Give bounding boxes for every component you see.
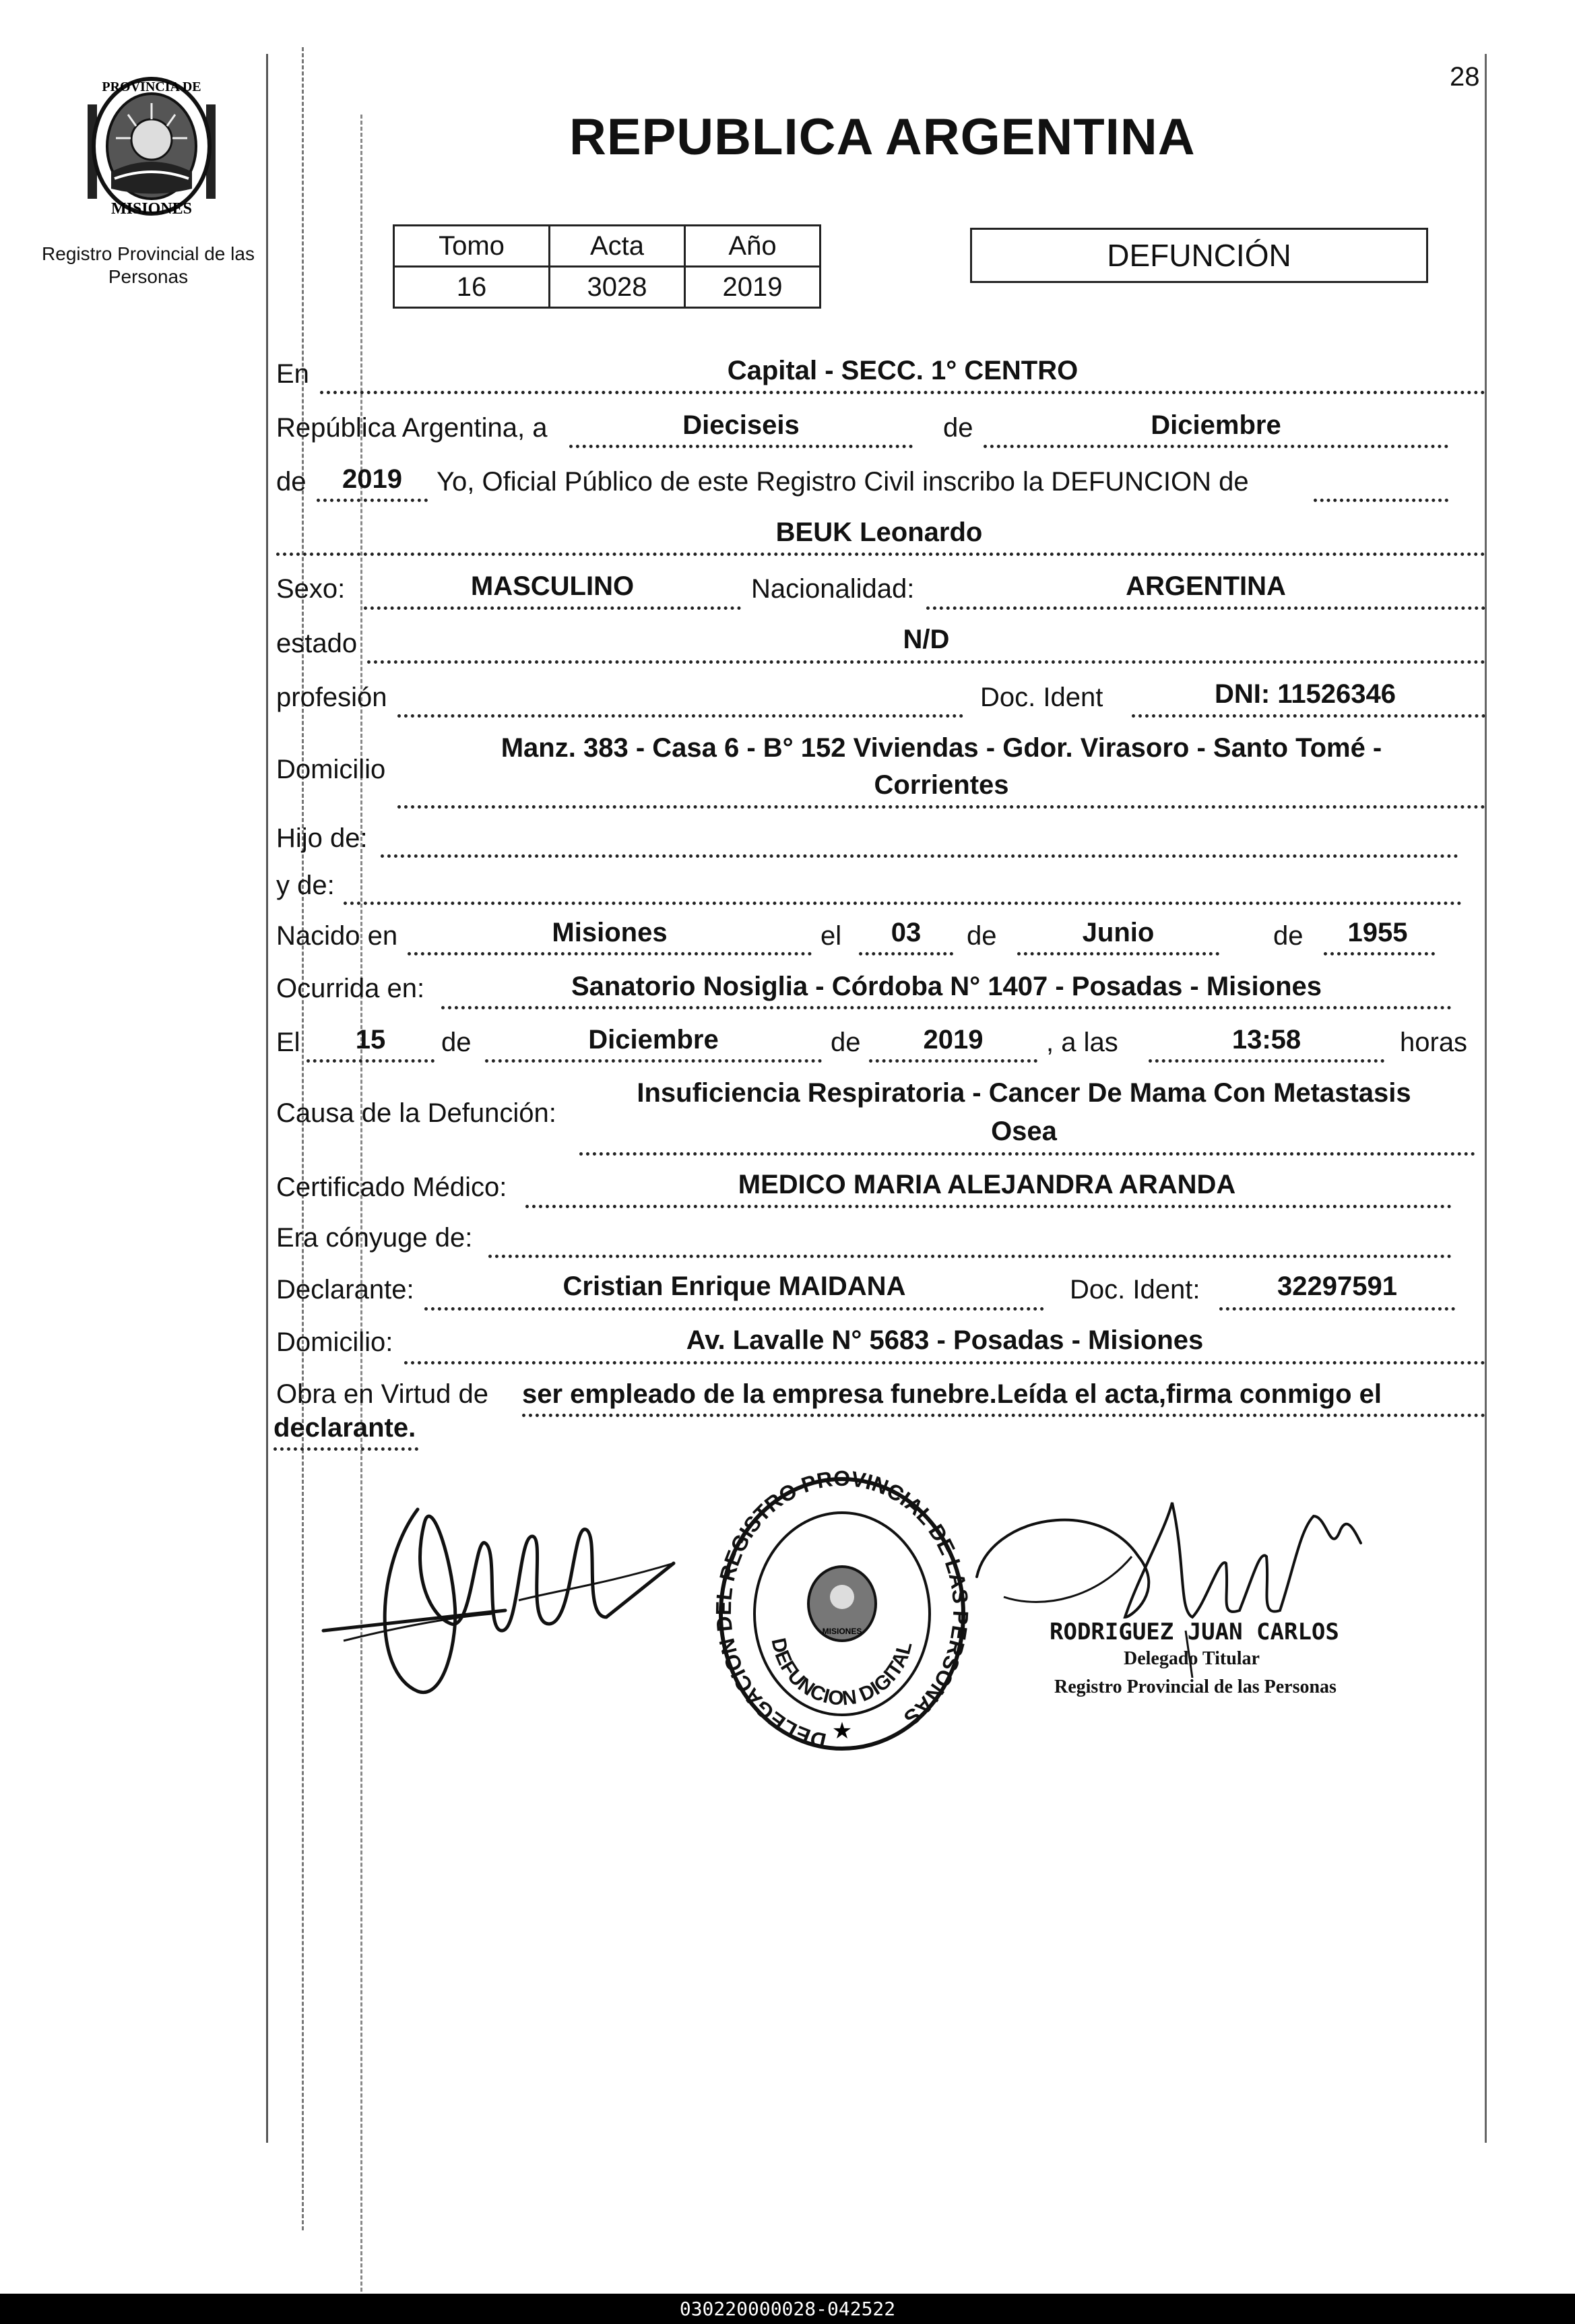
registry-logo — [74, 64, 229, 222]
page-title: REPUBLICA ARGENTINA — [569, 108, 1196, 166]
month-dotline — [984, 445, 1448, 448]
page-number: 28 — [1450, 62, 1480, 92]
ocurrida-value: Sanatorio Nosiglia - Córdoba N° 1407 - Posadas - Misiones — [571, 972, 1322, 1001]
death-day-dotline — [307, 1059, 435, 1063]
acta-header: Acta — [550, 226, 685, 267]
causa-dotline — [579, 1152, 1475, 1156]
el-label: el — [821, 921, 842, 951]
alas-label: , a las — [1046, 1028, 1118, 1057]
de-label-4: de — [1273, 921, 1304, 951]
yde-dotline — [344, 902, 1462, 905]
birth-year-dotline — [1324, 952, 1435, 955]
death-year-dotline — [869, 1059, 1037, 1063]
certificado-dotline — [525, 1205, 1452, 1208]
doc-dotline — [1132, 714, 1485, 718]
estado-value: N/D — [903, 625, 950, 654]
birth-year: 1955 — [1347, 918, 1408, 947]
de-label-6: de — [831, 1028, 861, 1057]
name-dotline — [276, 553, 1485, 556]
official-office: Registro Provincial de las Personas — [1054, 1676, 1337, 1697]
anio-header: Año — [685, 226, 821, 267]
death-time: 13:58 — [1231, 1025, 1301, 1055]
domicilio2-value: Av. Lavalle N° 5683 - Posadas - Misiones — [686, 1325, 1204, 1355]
record-type: DEFUNCIÓN — [1107, 238, 1291, 273]
anio-value: 2019 — [685, 267, 821, 308]
registry-caption: Registro Provincial de las Personas — [42, 243, 255, 287]
doc2-value: 32297591 — [1277, 1271, 1397, 1301]
nacido-value: Misiones — [552, 918, 668, 947]
footer-bar — [0, 2294, 1575, 2324]
day-words: Dieciseis — [682, 410, 800, 440]
de-label-5: de — [441, 1028, 472, 1057]
de-label-1: de — [943, 413, 973, 443]
birth-month-dotline — [1017, 952, 1219, 955]
obra-dotline-1 — [522, 1414, 1485, 1417]
causa-line1: Insuficiencia Respiratoria - Cancer De Mama Con Metastasis — [637, 1078, 1411, 1108]
en-label: En — [276, 359, 309, 389]
month-value: Diciembre — [1151, 410, 1281, 440]
tomo-value: 16 — [394, 267, 550, 308]
death-time-dotline — [1149, 1059, 1384, 1063]
obra-dotline-2 — [274, 1447, 418, 1451]
birth-day-dotline — [859, 952, 953, 955]
footer-code: 030220000028-042522 — [679, 2298, 896, 2320]
birth-day: 03 — [891, 918, 922, 947]
domicilio2-dotline — [404, 1361, 1485, 1364]
estado-label: estado — [276, 629, 358, 658]
doc2-label: Doc. Ident: — [1070, 1275, 1200, 1305]
certificado-label: Certificado Médico: — [276, 1172, 507, 1202]
official-name: RODRIGUEZ JUAN CARLOS — [1050, 1619, 1339, 1645]
inscribo-text: Yo, Oficial Público de este Registro Civil inscribo la DEFUNCION de — [437, 467, 1249, 497]
el-label-2: El — [276, 1028, 300, 1057]
record-table — [393, 224, 821, 309]
inscribo-dotline — [1314, 499, 1448, 502]
nacionalidad-value: ARGENTINA — [1126, 571, 1286, 601]
yde-label: y de: — [276, 871, 335, 900]
certificado-value: MEDICO MARIA ALEJANDRA ARANDA — [738, 1170, 1236, 1199]
tomo-header: Tomo — [394, 226, 550, 267]
birth-month: Junio — [1082, 918, 1155, 947]
doc-label: Doc. Ident — [980, 683, 1103, 712]
sexo-label: Sexo: — [276, 574, 346, 604]
record-type-box — [970, 228, 1428, 283]
stamp-ring-text: DELEGACION DEL REGISTRO PROVINCIAL DE LAS PERSONAS — [711, 1469, 973, 1754]
domicilio-label: Domicilio — [276, 755, 386, 784]
logo-top-text: PROVINCIA DE — [102, 80, 201, 94]
year-value: 2019 — [342, 464, 402, 494]
en-dotline — [320, 391, 1485, 394]
deceased-name: BEUK Leonardo — [775, 517, 983, 547]
ocurrida-dotline — [441, 1006, 1452, 1009]
obra-value-line1: ser empleado de la empresa funebre.Leída el acta,firma conmigo el — [522, 1379, 1382, 1409]
right-border-line — [1485, 54, 1487, 2143]
domicilio2-label: Domicilio: — [276, 1327, 393, 1357]
hijo-label: Hijo de: — [276, 823, 368, 853]
death-year: 2019 — [923, 1025, 984, 1055]
day-dotline — [569, 445, 913, 448]
profesion-dotline — [397, 714, 963, 718]
republica-label: República Argentina, a — [276, 413, 548, 443]
domicilio-dotline — [397, 805, 1485, 809]
conyuge-label: Era cónyuge de: — [276, 1223, 473, 1253]
conyuge-dotline — [488, 1255, 1452, 1258]
causa-line2: Osea — [991, 1117, 1057, 1146]
year-dotline — [317, 499, 428, 502]
logo-bottom-text: MISIONES — [110, 200, 193, 218]
svg-text:★: ★ — [831, 1718, 853, 1745]
sexo-dotline — [364, 606, 741, 610]
nacido-dotline — [408, 952, 812, 955]
official-stamp — [711, 1469, 973, 1769]
horas-label: horas — [1400, 1028, 1468, 1057]
acta-value: 3028 — [550, 267, 685, 308]
death-day: 15 — [355, 1025, 386, 1055]
nacido-label: Nacido en — [276, 921, 398, 951]
de-label-3: de — [967, 921, 997, 951]
left-border-line — [266, 54, 268, 2143]
estado-dotline — [367, 660, 1485, 664]
nacionalidad-label: Nacionalidad: — [751, 574, 915, 604]
nacionalidad-dotline — [926, 606, 1485, 610]
declarante-label: Declarante: — [276, 1275, 414, 1305]
de-label-2: de — [276, 467, 307, 497]
declarante-dotline — [424, 1307, 1044, 1311]
official-role: Delegado Titular — [1124, 1648, 1260, 1669]
profesion-label: profesión — [276, 683, 387, 712]
death-month-dotline — [485, 1059, 822, 1063]
obra-label: Obra en Virtud de — [276, 1379, 489, 1409]
stamp-seal-word: MISIONES — [822, 1627, 862, 1636]
doc2-dotline — [1219, 1307, 1455, 1311]
obra-value-line2: declarante. — [274, 1413, 416, 1443]
en-value: Capital - SECC. 1° CENTRO — [727, 356, 1079, 385]
sexo-value: MASCULINO — [470, 571, 635, 601]
domicilio-line1: Manz. 383 - Casa 6 - B° 152 Viviendas - Gdor. Virasoro - Santo Tomé - — [501, 733, 1382, 763]
death-month: Diciembre — [588, 1025, 719, 1055]
domicilio-line2: Corrientes — [874, 770, 1009, 800]
declarante-value: Cristian Enrique MAIDANA — [562, 1271, 906, 1301]
causa-label: Causa de la Defunción: — [276, 1098, 556, 1128]
doc-value: DNI: 11526346 — [1214, 679, 1396, 709]
ocurrida-label: Ocurrida en: — [276, 974, 425, 1003]
stamp-inner-text: DEFUNCION DIGITAL — [767, 1636, 917, 1710]
hijo-dotline — [381, 854, 1458, 858]
declarant-signature — [317, 1469, 694, 1728]
